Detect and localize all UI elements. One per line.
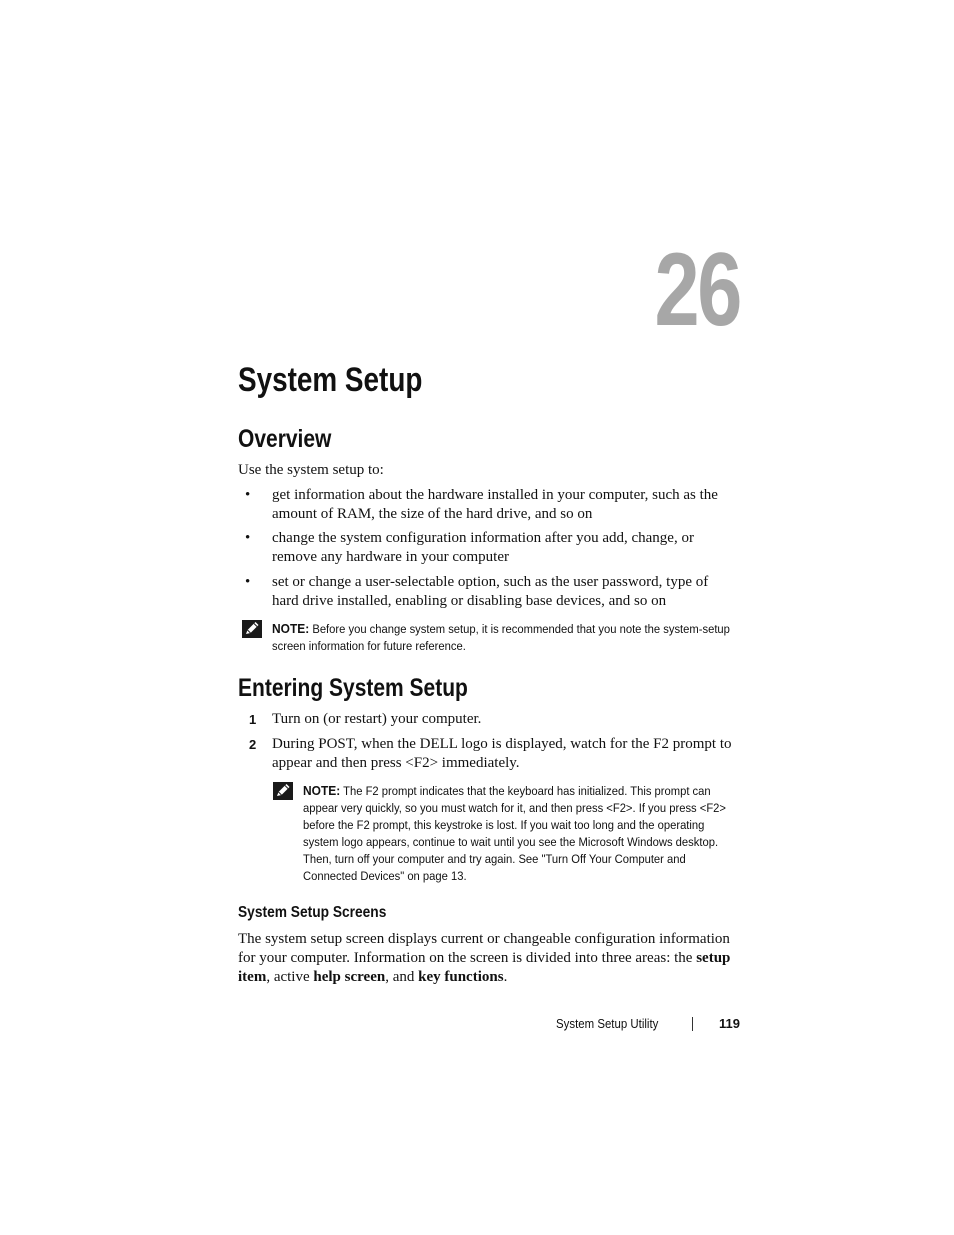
page-number: 119 [719, 1016, 740, 1031]
note-text: Before you change system setup, it is recommended that you note the system-setup screen information for future reference. [272, 622, 730, 653]
list-item: get information about the hardware installed in your computer, such as the amount of RAM, the size of the hard drive, and so on [272, 487, 718, 522]
note-label: NOTE: [272, 621, 310, 636]
list-item: change the system configuration information after you add, change, or remove any hardware in your computer [272, 530, 694, 565]
screens-paragraph [238, 930, 738, 987]
footer-section-title: System Setup Utility [556, 1016, 659, 1031]
step-number: 2 [249, 737, 257, 752]
screens-text-b: , active [266, 969, 314, 985]
step-number: 1 [249, 712, 257, 727]
screens-text-c: , and [385, 969, 419, 985]
bullet-marker: • [245, 487, 251, 503]
footer-divider [692, 1017, 693, 1031]
screens-heading: System Setup Screens [238, 904, 387, 921]
overview-intro: Use the system setup to: [238, 462, 384, 478]
entering-heading: Entering System Setup [238, 674, 468, 702]
screens-text-a: The system setup screen displays current or changeable configuration information for your computer. Information on the screen is divided into three areas: the [238, 931, 730, 966]
note-text: The F2 prompt indicates that the keyboard has initialized. This prompt can appear very quickly, so you must watch for it, and then press <F2>. If you press <F2> before the F2 prompt, this keystroke is lost. If you wait too long and the operating system logo appears, continue to wait until you see the Microsoft Windows desktop. Then, turn off your computer and try again. See "Turn Off Your Computer and Connected Devices" on page 13. [303, 784, 726, 883]
chapter-title: System Setup [238, 361, 423, 399]
pencil-note-icon [272, 781, 294, 801]
screens-text-d: . [503, 969, 508, 985]
overview-heading: Overview [238, 425, 332, 453]
list-item: set or change a user-selectable option, such as the user password, type of hard drive installed, enabling or disabling base devices, and so on [272, 574, 709, 609]
pencil-note-icon [241, 619, 263, 639]
bullet-marker: • [245, 530, 251, 546]
bullet-marker: • [245, 574, 251, 590]
step-text: Turn on (or restart) your computer. [272, 711, 482, 727]
note-box [272, 620, 732, 655]
keyword-help-screen: help screen [313, 969, 386, 985]
keyword-setup-item: setup item [238, 950, 731, 985]
chapter-number: 26 [654, 232, 740, 348]
step-text: During POST, when the DELL logo is displayed, watch for the F2 prompt to appear and then press <F2> immediately. [272, 736, 732, 771]
keyword-key-functions: key functions [418, 969, 504, 985]
note-box [303, 782, 734, 885]
note-label: NOTE: [303, 783, 341, 798]
